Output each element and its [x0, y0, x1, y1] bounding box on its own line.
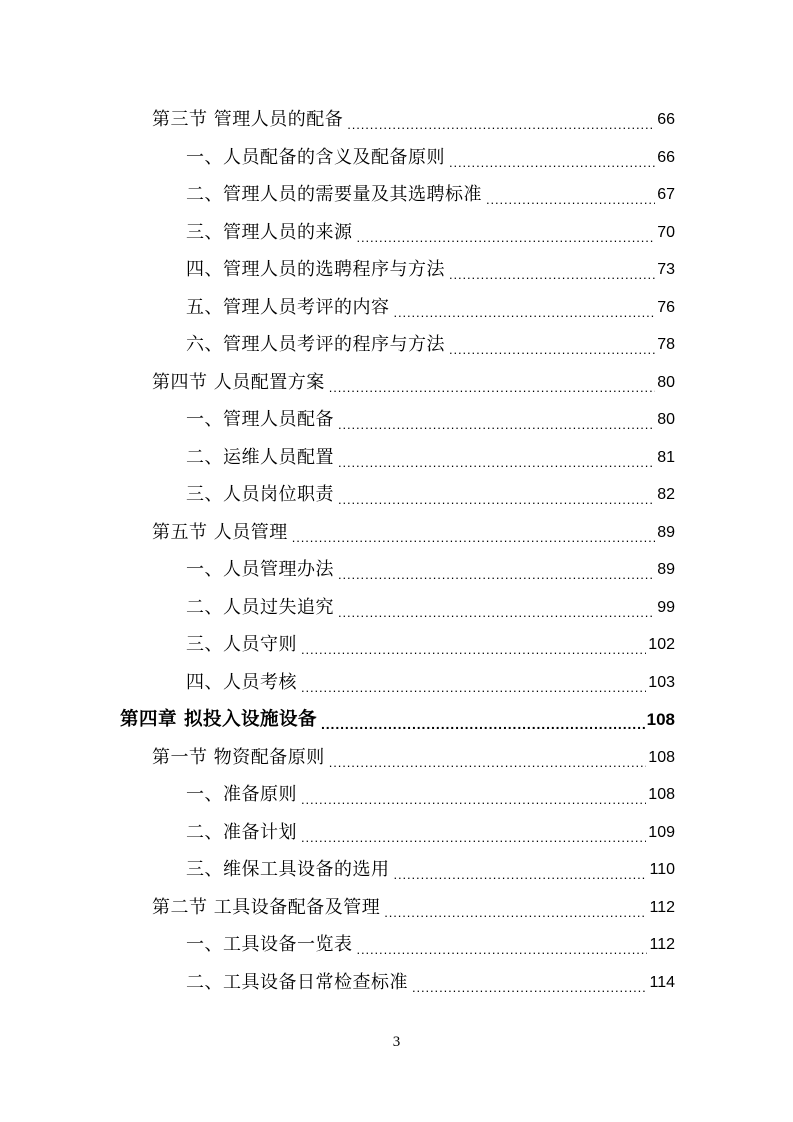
toc-entry-title: 三、人员岗位职责: [186, 484, 334, 505]
toc-entry-page: 110: [649, 861, 675, 878]
toc-entry-title: 第五节 人员管理: [152, 521, 288, 543]
toc-dot-leader: [449, 327, 655, 363]
toc-entry[interactable]: [186, 815, 675, 851]
toc-dot-leader: [357, 927, 648, 963]
toc-dot-leader: [486, 177, 655, 213]
toc-entry-title: 二、人员过失追究: [186, 596, 334, 618]
toc-entry-title: 二、工具设备日常检查标准: [186, 971, 408, 993]
toc-dot-leader: [321, 702, 645, 738]
toc-entry-title: 四、管理人员的选聘程序与方法: [186, 259, 445, 280]
toc-entry-title: 三、维保工具设备的选用: [186, 859, 390, 880]
toc-entry-page: 108: [646, 710, 675, 729]
toc-entry-page: 80: [657, 411, 675, 428]
toc-dot-leader: [384, 890, 647, 926]
toc-dot-leader: [338, 477, 655, 513]
toc-entry-page: 102: [648, 636, 675, 653]
toc-entry[interactable]: [186, 440, 675, 476]
toc-entry-page: 67: [657, 186, 675, 203]
toc-entry[interactable]: [152, 890, 675, 926]
toc-entry[interactable]: [186, 290, 675, 326]
toc-entry-title: 第一节 物资配备原则: [152, 746, 325, 768]
toc-entry-page: 78: [657, 336, 675, 353]
toc-entry-title: 第四章 拟投入设施设备: [120, 709, 317, 730]
toc-entry-page: 76: [657, 298, 675, 316]
toc-dot-leader: [347, 102, 655, 138]
toc-entry[interactable]: [186, 777, 675, 813]
toc-dot-leader: [338, 552, 655, 588]
toc-entry[interactable]: [186, 590, 675, 626]
toc-entry-title: 五、管理人员考评的内容: [186, 296, 390, 318]
toc-entry-title: 四、人员考核: [186, 671, 297, 693]
toc-entry[interactable]: [152, 740, 675, 776]
toc-entry[interactable]: [186, 665, 675, 701]
toc-entry-page: 108: [648, 786, 675, 803]
toc-entry-page: 73: [657, 261, 675, 278]
toc-entry-page: 109: [648, 823, 675, 841]
toc-entry-title: 三、管理人员的来源: [186, 221, 353, 243]
toc-entry-page: 89: [657, 561, 675, 578]
toc-entry-page: 112: [649, 936, 675, 953]
toc-entry-page: 108: [648, 748, 675, 766]
toc-dot-leader: [301, 665, 646, 701]
toc-entry[interactable]: [186, 477, 675, 513]
toc-dot-leader: [394, 290, 656, 326]
toc-entry-title: 一、管理人员配备: [186, 409, 334, 430]
toc-dot-leader: [301, 815, 646, 851]
toc-entry[interactable]: [186, 852, 675, 888]
toc-entry[interactable]: [152, 515, 675, 551]
toc-entry-page: 82: [657, 486, 675, 503]
toc-entry[interactable]: [152, 102, 675, 138]
toc-entry-title: 第二节 工具设备配备及管理: [152, 896, 381, 918]
toc-entry-page: 66: [657, 111, 675, 128]
toc-entry-title: 二、准备计划: [186, 821, 297, 843]
toc-entry-title: 第四节 人员配置方案: [152, 371, 325, 393]
toc-entry-page: 70: [657, 223, 675, 241]
toc-entry-title: 第三节 管理人员的配备: [152, 109, 344, 130]
toc-dot-leader: [338, 440, 655, 476]
toc-entry-title: 六、管理人员考评的程序与方法: [186, 334, 445, 355]
toc-entry-title: 一、人员配备的含义及配备原则: [186, 146, 445, 168]
toc-entry[interactable]: [186, 402, 675, 438]
toc-entry-page: 66: [657, 148, 675, 166]
toc-dot-leader: [357, 215, 656, 251]
toc-dot-leader: [329, 365, 655, 401]
toc-entry[interactable]: [186, 552, 675, 588]
toc-dot-leader: [338, 590, 655, 626]
toc-dot-leader: [329, 740, 647, 776]
page-number: 3: [392, 1034, 401, 1050]
toc-entry-page: 103: [648, 673, 675, 691]
toc-entry[interactable]: [186, 965, 675, 1001]
toc-entry-title: 一、人员管理办法: [186, 559, 334, 580]
toc-entry-title: 二、管理人员的需要量及其选聘标准: [186, 184, 482, 205]
toc-entry[interactable]: [152, 365, 675, 401]
toc-chapter-entry[interactable]: [120, 702, 675, 738]
toc-entry[interactable]: [186, 327, 675, 363]
toc-entry-title: 二、运维人员配置: [186, 446, 334, 468]
toc-dot-leader: [449, 140, 655, 176]
toc-entry-page: 89: [657, 523, 675, 541]
toc-entry[interactable]: [186, 140, 675, 176]
toc-dot-leader: [394, 852, 648, 888]
toc-entry-title: 一、工具设备一览表: [186, 934, 353, 955]
toc-entry[interactable]: [186, 927, 675, 963]
toc-dot-leader: [338, 402, 655, 438]
toc-entry-page: 112: [649, 898, 675, 916]
toc-entry[interactable]: [186, 177, 675, 213]
toc-entry[interactable]: [186, 627, 675, 663]
toc-entry-page: 80: [657, 373, 675, 391]
toc-dot-leader: [301, 627, 646, 663]
toc-entry-title: 三、人员守则: [186, 634, 297, 655]
toc-entry-page: 81: [657, 448, 675, 466]
toc-entry[interactable]: [186, 252, 675, 288]
toc-dot-leader: [301, 777, 646, 813]
toc-dot-leader: [412, 965, 647, 1001]
toc-entry-page: 114: [649, 973, 675, 991]
toc-entry-page: 99: [657, 598, 675, 616]
toc-entry-title: 一、准备原则: [186, 784, 297, 805]
toc-entry[interactable]: [186, 215, 675, 251]
toc-dot-leader: [449, 252, 655, 288]
toc-dot-leader: [292, 515, 655, 551]
